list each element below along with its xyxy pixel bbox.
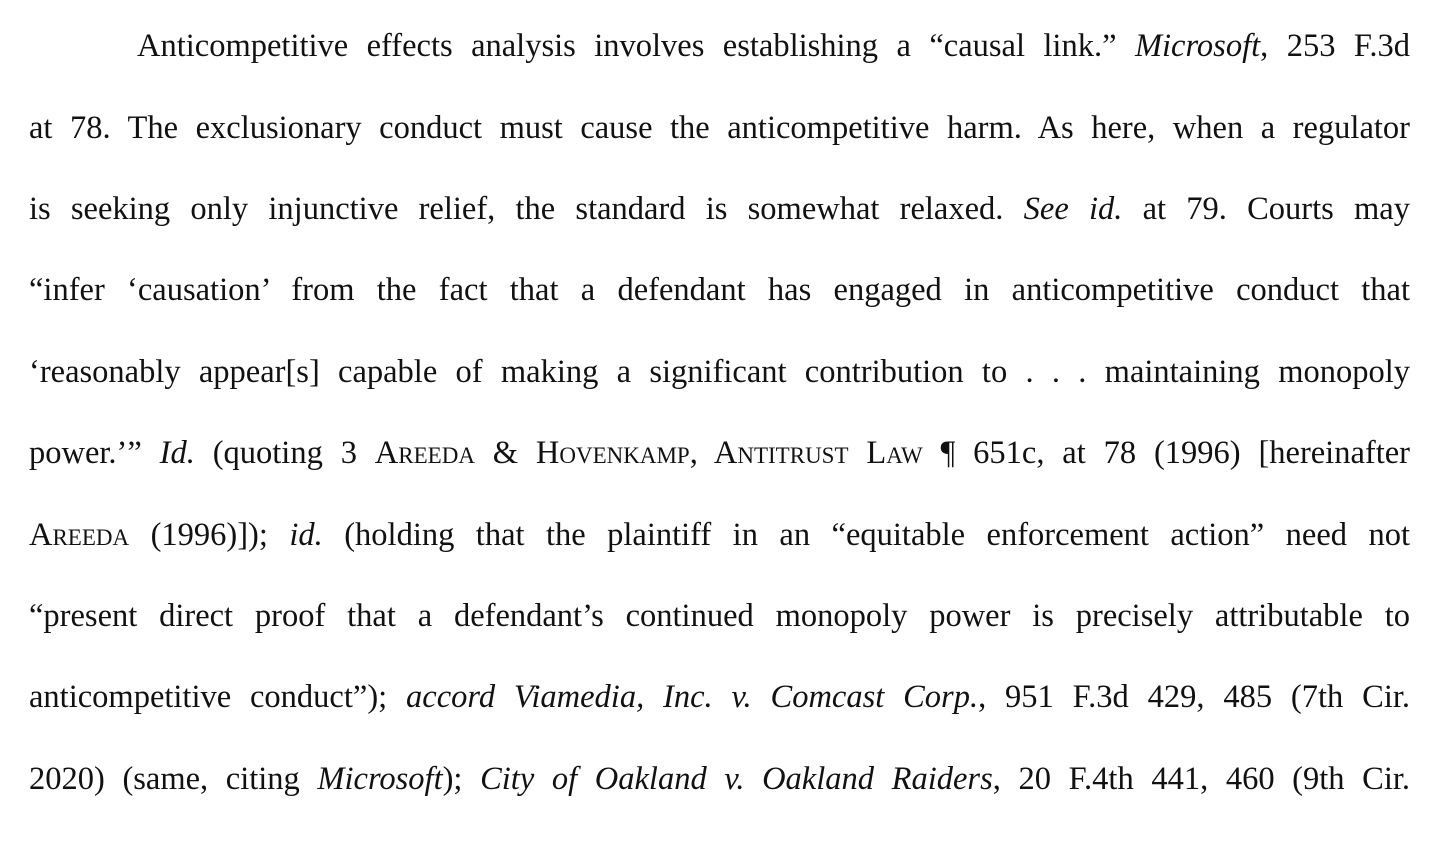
text-run: “infer ‘causation’ from the fact that a defendant has engaged in anticompetitive conduct that [29, 272, 1410, 308]
text-run: Areeda & Hovenkamp, Antitrust Law [374, 435, 923, 471]
text-run: City of Oakland v. Oakland Raiders [480, 761, 993, 797]
paragraph-line-9 [29, 677, 1410, 717]
text-run: is seeking only injunctive relief, the standard is somewhat relaxed. [29, 191, 1024, 227]
text-run: Areeda [29, 517, 130, 553]
text-run: , 951 F.3d 429, 485 (7th Cir. [978, 679, 1411, 715]
paragraph-line-8 [29, 596, 1410, 636]
text-run: Microsoft [317, 761, 443, 797]
text-run: , 20 F.4th 441, 460 (9th Cir. [992, 761, 1411, 797]
text-run: Anticompetitive effects analysis involves establishing a “causal link.” [137, 28, 1135, 64]
text-run: ¶ 651c, at 78 (1996) [hereinafter [922, 435, 1410, 471]
paragraph-line-7 [29, 515, 1410, 555]
paragraph-line-4 [29, 270, 1410, 310]
text-run: 2020) (same, citing [29, 761, 318, 797]
paragraph-line-2 [29, 108, 1410, 148]
text-run: , 253 F.3d [1260, 28, 1410, 64]
text-run: accord Viamedia, Inc. v. Comcast Corp. [406, 679, 979, 715]
paragraph-line-6 [29, 433, 1410, 473]
text-run: Id. [159, 435, 195, 471]
text-run: at 79. Courts may [1122, 191, 1410, 227]
paragraph-line-5 [29, 352, 1410, 392]
text-run: ‘reasonably appear[s] capable of making a significant contribution to . . . maintaining monopoly [29, 354, 1410, 390]
text-run: id. [289, 517, 323, 553]
text-run: See id. [1023, 191, 1123, 227]
text-run: at 78. The exclusionary conduct must cause the anticompetitive harm. As here, when a regulator [29, 110, 1410, 146]
paragraph-line-3 [29, 189, 1410, 229]
text-run: ); [442, 761, 481, 797]
document-page [29, 0, 1410, 848]
paragraph-line-1 [137, 26, 1410, 66]
text-run: anticompetitive conduct”); [29, 679, 407, 715]
text-run: (quoting 3 [194, 435, 375, 471]
text-run: Microsoft [1134, 28, 1261, 64]
paragraph-line-10 [29, 759, 1410, 799]
text-run: (1996)]); [129, 517, 290, 553]
text-run: (holding that the plaintiff in an “equitable enforcement action” need not [322, 517, 1410, 553]
text-run: “present direct proof that a defendant’s continued monopoly power is precisely attributable to [29, 598, 1410, 634]
text-run: power.’” [29, 435, 160, 471]
